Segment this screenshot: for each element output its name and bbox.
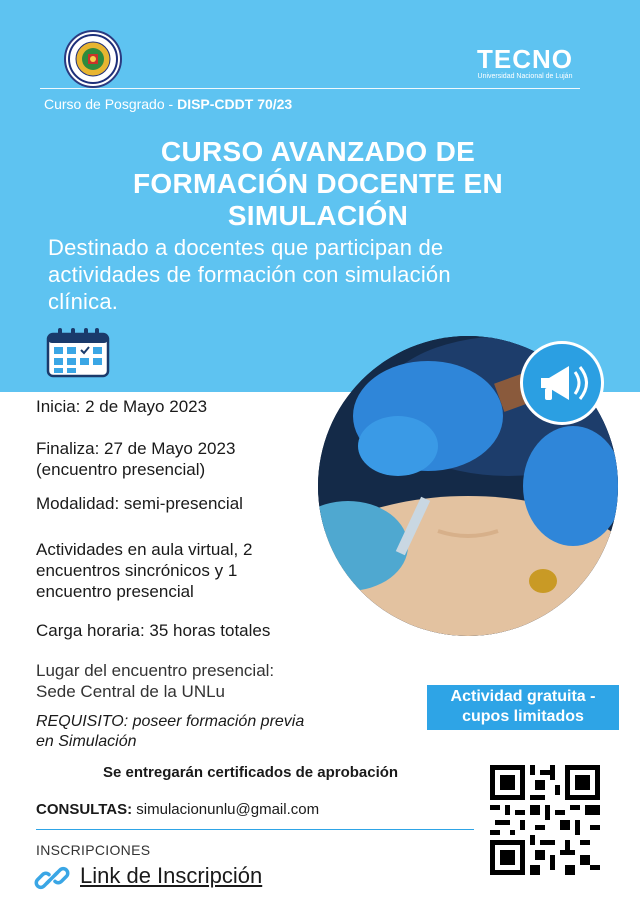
subtitle-line-3: clínica.	[48, 289, 119, 314]
contact-email[interactable]: simulacionunlu@gmail.com	[136, 801, 320, 818]
subtitle-line-2: actividades de formación con simulación	[48, 262, 451, 287]
place-line-1: Lugar del encuentro presencial:	[36, 661, 275, 680]
university-seal	[64, 30, 122, 88]
course-prefix: Curso de Posgrado -	[44, 96, 178, 112]
contact	[36, 801, 319, 818]
header-divider	[40, 88, 580, 89]
start-date: Inicia: 2 de Mayo 2023	[36, 397, 208, 416]
page-title	[40, 136, 596, 232]
title-line-3: SIMULACIÓN	[227, 200, 409, 231]
registration-label: INSCRIPCIONES	[36, 842, 151, 858]
tecno-logo-subtext: Universidad Nacional de Luján	[477, 73, 573, 80]
badge-line-1: Actividad gratuita -	[450, 688, 596, 705]
subtitle-line-1: Destinado a docentes que participan de	[48, 235, 444, 260]
course-code: DISP-CDDT 70/23	[177, 96, 293, 112]
end-date-note: (encuentro presencial)	[36, 460, 206, 479]
course-line	[44, 96, 292, 112]
qr-code[interactable]	[490, 765, 600, 875]
certificate-note: Se entregarán certificados de aprobación	[103, 764, 399, 781]
modality: Modalidad: semi-presencial	[36, 494, 243, 513]
requirement-line-2: en Simulación	[36, 733, 137, 750]
contact-label: CONSULTAS:	[36, 801, 133, 818]
title-line-1: CURSO AVANZADO DE	[160, 136, 476, 167]
free-activity-badge	[427, 685, 619, 730]
tecno-logo-text: TECNO	[477, 44, 573, 74]
calendar-icon	[46, 328, 110, 378]
requirement	[36, 712, 304, 752]
link-icon	[34, 860, 70, 896]
tecno-logo	[470, 46, 580, 81]
hours: Carga horaria: 35 horas totales	[36, 621, 271, 640]
megaphone-icon	[520, 341, 604, 425]
registration-link[interactable]: Link de Inscripción	[80, 863, 263, 888]
activities-line-2: encuentros sincrónicos y 1	[36, 561, 238, 580]
activities-line-1: Actividades en aula virtual, 2	[36, 540, 253, 559]
requirement-line-1: REQUISITO: poseer formación previa	[36, 713, 305, 730]
badge-line-2: cupos limitados	[462, 708, 584, 725]
subtitle	[48, 234, 608, 315]
end-date: Finaliza: 27 de Mayo 2023	[36, 439, 236, 458]
activities-line-3: encuentro presencial	[36, 582, 194, 601]
place-line-2: Sede Central de la UNLu	[36, 682, 226, 701]
title-line-2: FORMACIÓN DOCENTE EN	[133, 168, 503, 199]
footer-divider	[36, 829, 474, 830]
